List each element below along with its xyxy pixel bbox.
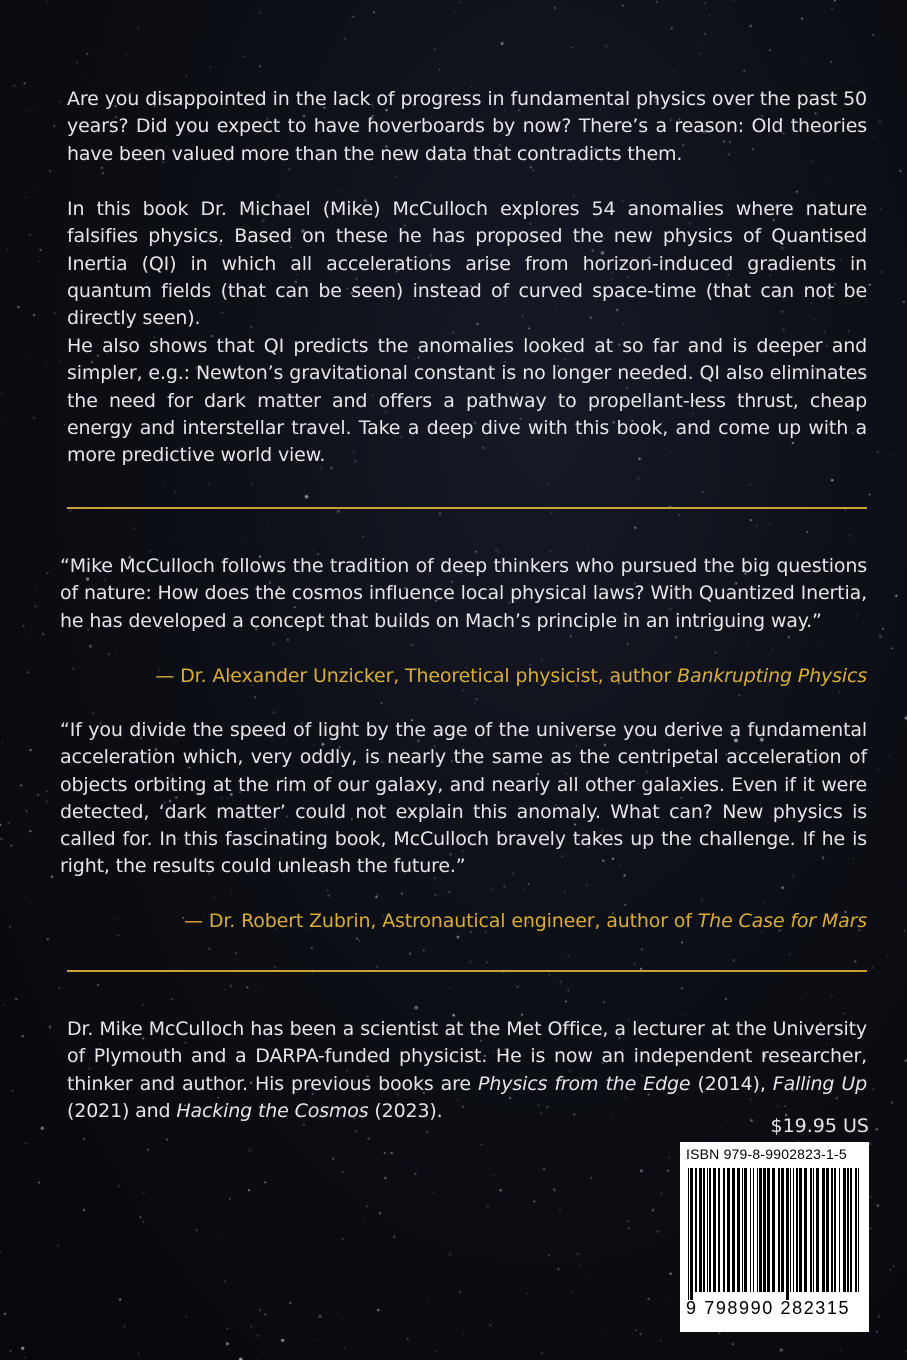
barcode-bar: [858, 1168, 859, 1292]
blurb-paragraph-3: He also shows that QI predicts the anomalies looked at so far and is deeper and simpler, e.g.: Newton’s gravitational constant is no longer needed. QI also eliminates the need for dark matter and offers a pathway to propellant-less thrust, cheap energy and interstellar travel. Take a deep dive with this book, and come up with a more predictive world view.: [67, 335, 867, 467]
endorsement-attribution-unzicker: [155, 665, 867, 687]
barcode-bar: [699, 1168, 702, 1292]
barcode-bar: [843, 1168, 846, 1292]
barcode-bar: [707, 1168, 708, 1292]
barcode-bar: [826, 1168, 829, 1292]
barcode-bar: [757, 1168, 758, 1292]
barcode-bar: [781, 1168, 784, 1292]
barcode-bar: [810, 1168, 812, 1292]
attribution-book-title: Bankrupting Physics: [677, 665, 867, 687]
barcode-bar: [713, 1168, 716, 1292]
barcode-bar: [850, 1168, 852, 1292]
barcode-bar: [742, 1168, 743, 1292]
bio-book-2: Falling Up: [772, 1072, 867, 1095]
barcode-bar: [799, 1168, 802, 1292]
barcode-bars: [686, 1168, 863, 1300]
blurb-paragraph-1: Are you disappointed in the lack of progress in fundamental physics over the past 50 years? Did you expect to have hoverboards by now? There’s a reason: Old theories have been valued more than the new data that contradicts them.: [67, 88, 867, 165]
attribution-book-title: The Case for Mars: [697, 910, 867, 932]
endorsement-quote-zubrin: “If you divide the speed of light by the age of the universe you derive a fundamental acceleration which, very oddly, is nearly the same as the centripetal acceleration of objects orbiting at the rim of our galaxy, and nearly all other galaxies. Even if it were detected, ‘dark matter’ could not explain this anomaly. What can? New physics is called for. In this fascinating book, McCulloch bravely takes up the challenge. If he is right, the results could unleash the future.”: [60, 719, 867, 878]
bio-intro: Dr. Mike McCulloch has been a scientist at the Met Office, a lecturer at the University of Plymouth and a DARPA-funded physicist. He is now an independent researcher, thinker and author. His previous books are: [67, 1018, 867, 1095]
barcode-bar: [750, 1168, 751, 1292]
barcode-bar: [796, 1168, 798, 1292]
barcode-bar: [772, 1168, 775, 1292]
barcode-bar: [737, 1168, 740, 1292]
bio-book-1: Physics from the Edge: [478, 1072, 691, 1095]
bio-year-1: (2014),: [690, 1072, 773, 1095]
barcode-bar: [763, 1168, 766, 1292]
barcode-bar: [847, 1168, 849, 1292]
barcode-bar: [727, 1168, 730, 1292]
barcode-bar: [790, 1168, 791, 1292]
barcode-bar: [822, 1168, 825, 1292]
barcode-bar: [855, 1168, 857, 1292]
bio-book-3: Hacking the Cosmos: [176, 1099, 369, 1122]
barcode-bar: [793, 1168, 794, 1292]
barcode-bar: [834, 1168, 836, 1292]
endorsement-attribution-zubrin: [184, 910, 867, 932]
gold-divider-bottom: [67, 970, 867, 972]
barcode-bar: [831, 1168, 833, 1292]
bio-year-3: (2023).: [368, 1099, 443, 1122]
barcode-bar: [753, 1168, 754, 1292]
barcode-bar: [703, 1168, 705, 1292]
barcode-bar: [816, 1168, 819, 1292]
endorsement-quote-unzicker: “Mike McCulloch follows the tradition of deep thinkers who pursued the big questions of nature: How does the cosmos influence local physical laws? With Quantized Inertia, he has developed a concept that builds on Mach’s principle in an intriguing way.”: [60, 555, 867, 632]
isbn-label: ISBN 979-8-9902823-1-5: [686, 1146, 847, 1162]
barcode-bar: [744, 1168, 747, 1292]
barcode-bar: [759, 1168, 762, 1292]
barcode-bar: [839, 1168, 840, 1292]
attribution-text: — Dr. Alexander Unzicker, Theoretical physicist, author: [155, 665, 678, 687]
barcode-bar: [786, 1168, 789, 1300]
barcode-bar: [690, 1168, 693, 1300]
barcode-bar: [723, 1168, 725, 1292]
barcode-bar: [688, 1168, 689, 1300]
barcode-bar: [767, 1168, 770, 1292]
price-label: $19.95 US: [770, 1115, 869, 1137]
author-bio: [67, 1016, 867, 1125]
barcode-bar: [709, 1168, 711, 1292]
attribution-text: — Dr. Robert Zubrin, Astronautical engineer, author of: [184, 910, 698, 932]
gold-divider-top: [67, 507, 867, 509]
barcode-bar: [732, 1168, 735, 1292]
blurb-paragraph-2: In this book Dr. Michael (Mike) McCulloch explores 54 anomalies where nature falsifies physics. Based on these he has proposed the new physics of Quantised Inertia (QI) in which all accelerations arise from horizon-induced gradients in quantum fields (that can be seen) instead of curved space-time (that can not be directly seen).: [67, 198, 867, 330]
barcode-bar: [695, 1168, 697, 1292]
barcode-bar: [778, 1168, 780, 1292]
barcode-bar: [804, 1168, 807, 1292]
barcode-bar: [813, 1168, 814, 1292]
bio-year-2: (2021) and: [67, 1099, 177, 1122]
barcode-bar: [718, 1168, 720, 1292]
isbn-digits: 9 798990 282315: [686, 1298, 851, 1318]
isbn-barcode-box: [680, 1142, 869, 1332]
